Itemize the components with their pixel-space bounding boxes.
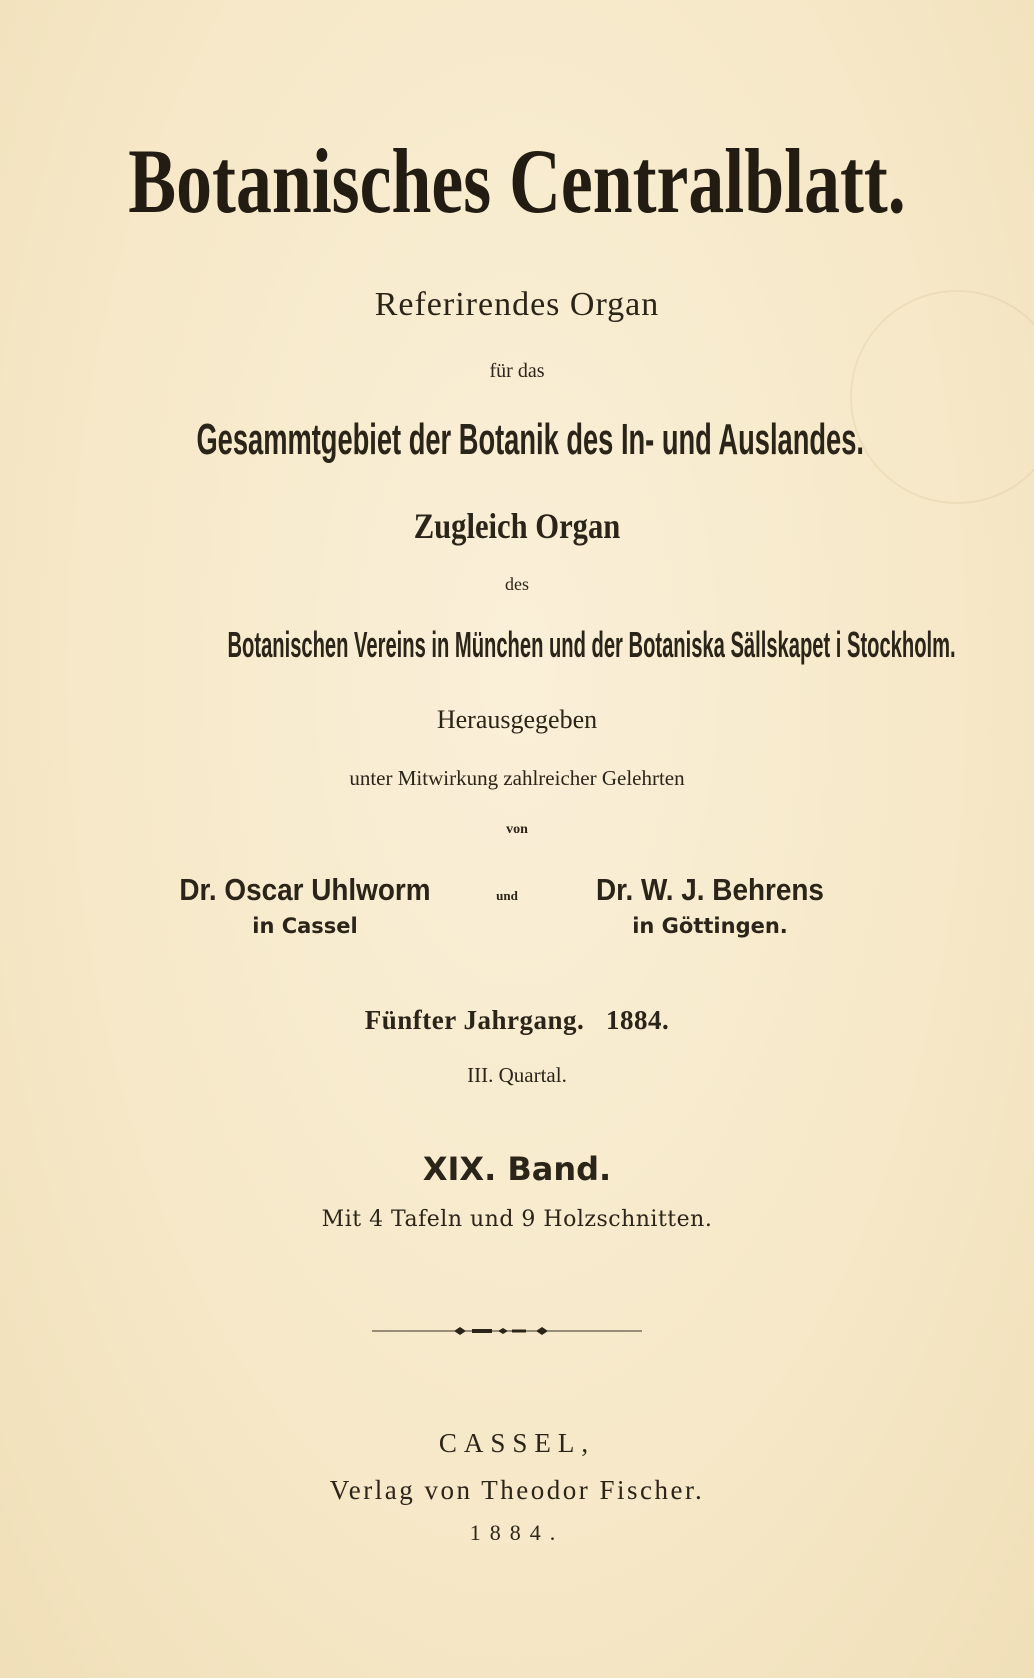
subtitle-fur-das: für das <box>489 360 545 382</box>
subtitle-gesammtgebiet: Gesammtgebiet der Botanik des In- und Auslandes. <box>196 415 864 464</box>
editor-name: Dr. Oscar Uhlworm <box>179 872 431 907</box>
subtitle-zugleich-organ: Zugleich Organ <box>413 506 621 546</box>
editor-uhlworm <box>150 872 460 938</box>
imprint-publisher: Verlag von Theodor Fischer. <box>329 1475 705 1505</box>
subtitle-von: von <box>506 822 528 837</box>
imprint-city: CASSEL, <box>438 1428 596 1458</box>
quarter: III. Quartal. <box>467 1063 567 1087</box>
volume-year: Fünfter Jahrgang. 1884. <box>364 1005 670 1035</box>
journal-title: Botanisches Centralblatt. <box>128 130 906 232</box>
subtitle-vereins: Botanischen Vereins in München und der Botaniska Sällskapet i Stockholm. <box>227 624 956 665</box>
subtitle-referirendes-organ: Referirendes Organ <box>374 286 660 323</box>
editor-name: Dr. W. J. Behrens <box>596 872 824 907</box>
subtitle-herausgegeben: Herausgegeben <box>436 705 598 734</box>
subtitle-des: des <box>505 574 529 594</box>
conjunction-und: und <box>496 888 518 903</box>
imprint-year: 1884. <box>469 1520 565 1545</box>
subtitle-mitwirkung: unter Mitwirkung zahlreicher Gelehrten <box>349 766 685 790</box>
ornament-rule <box>372 1323 642 1339</box>
editor-place: in Cassel <box>252 914 358 938</box>
plates-note: Mit 4 Tafeln und 9 Holzschnitten. <box>321 1207 713 1232</box>
editor-behrens <box>565 872 855 938</box>
band-number: XIX. Band. <box>422 1150 612 1188</box>
editor-place: in Göttingen. <box>632 914 788 938</box>
